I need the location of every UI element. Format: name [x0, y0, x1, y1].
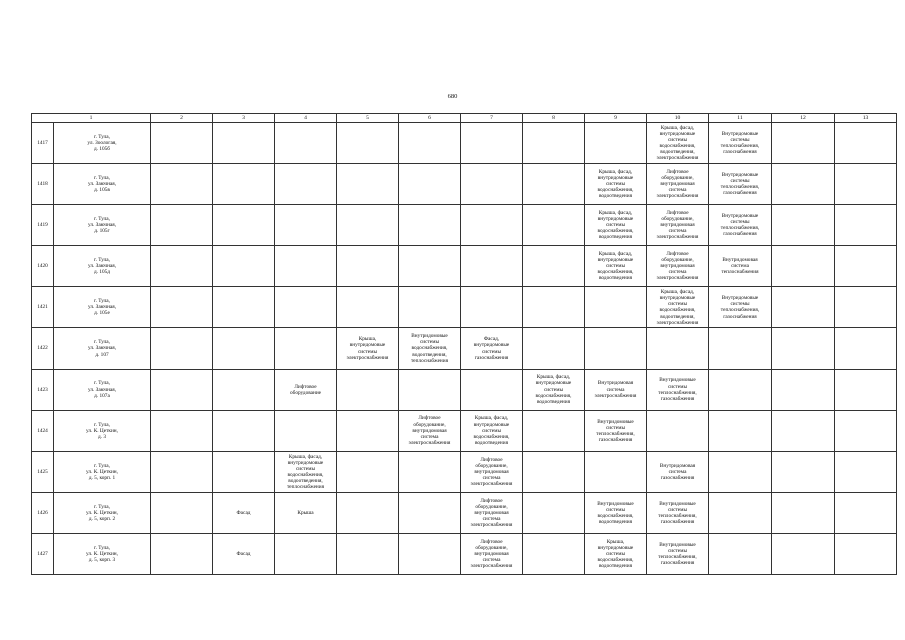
table-cell: Внутридомовые системы теплоснабжения, газоснабжения	[709, 287, 772, 328]
table-cell	[275, 205, 337, 246]
table-cell	[151, 533, 213, 574]
table-cell	[213, 164, 275, 205]
table-cell	[213, 451, 275, 492]
row-number-cell: 1421	[32, 287, 54, 328]
table-cell	[399, 533, 461, 574]
table-cell: Внутридомовые системы теплоснабжения, газоснабжения	[585, 410, 647, 451]
address-cell: г. Тула, ул. Заючная, д. 107	[54, 328, 151, 369]
data-table	[31, 113, 897, 575]
row-number-cell: 1418	[32, 164, 54, 205]
header-row	[32, 114, 897, 123]
table-cell	[772, 328, 835, 369]
column-header: 3	[213, 114, 275, 123]
table-row	[32, 123, 897, 164]
table-cell	[275, 533, 337, 574]
table-cell	[772, 246, 835, 287]
table-row	[32, 164, 897, 205]
column-header: 6	[399, 114, 461, 123]
table-cell: Лифтовое оборудование	[275, 369, 337, 410]
table-cell	[647, 328, 709, 369]
table-cell	[709, 328, 772, 369]
table-cell	[709, 410, 772, 451]
table-cell	[337, 205, 399, 246]
table-cell	[585, 287, 647, 328]
address-cell: г. Тула, ул. Заючная, д. 105в	[54, 164, 151, 205]
table-cell	[523, 205, 585, 246]
table-cell	[151, 123, 213, 164]
table-row	[32, 451, 897, 492]
table-body	[32, 123, 897, 575]
table-cell: Крыша, фасад, внутридомовые системы водоснабжения, водоотведения	[523, 369, 585, 410]
column-header: 11	[709, 114, 772, 123]
table-cell	[275, 164, 337, 205]
table-cell	[213, 246, 275, 287]
table-cell	[585, 123, 647, 164]
table-cell	[151, 246, 213, 287]
table-cell	[399, 369, 461, 410]
table-cell	[399, 123, 461, 164]
table-cell	[647, 410, 709, 451]
table-cell	[337, 451, 399, 492]
table-cell	[835, 492, 897, 533]
table-cell: Лифтовое оборудование, внутридомовая система электроснабжения	[647, 246, 709, 287]
table-cell: Внутридомовые системы теплоснабжения, газоснабжения	[647, 492, 709, 533]
table-cell: Внутридомовые системы теплоснабжения, газоснабжения	[709, 205, 772, 246]
table-cell	[835, 369, 897, 410]
table-cell	[835, 287, 897, 328]
table-cell	[399, 287, 461, 328]
address-cell: г. Тула, ул. Зоологая, д. 105б	[54, 123, 151, 164]
table-cell: Лифтовое оборудование, внутридомовая система электроснабжения	[461, 451, 523, 492]
table-cell	[213, 369, 275, 410]
table-cell: Внутридомовые системы водоснабжения, водоотведения, теплоснабжения	[399, 328, 461, 369]
row-number-cell: 1426	[32, 492, 54, 533]
table-cell	[213, 410, 275, 451]
address-cell: г. Тула, ул. К. Цеткин, д. 5, корп. 3	[54, 533, 151, 574]
table-cell	[213, 123, 275, 164]
table-cell	[275, 123, 337, 164]
table-cell: Крыша, фасад, внутридомовые системы водоснабжения, водоотведения	[585, 164, 647, 205]
table-cell	[275, 410, 337, 451]
table-cell	[399, 451, 461, 492]
table-cell	[835, 533, 897, 574]
table-cell: Фасад	[213, 492, 275, 533]
table-cell	[835, 451, 897, 492]
table-cell	[772, 533, 835, 574]
table-cell	[585, 451, 647, 492]
table-cell: Лифтовое оборудование, внутридомовая система электроснабжения	[647, 164, 709, 205]
row-number-cell: 1422	[32, 328, 54, 369]
table-cell	[523, 164, 585, 205]
column-header: 12	[772, 114, 835, 123]
table-cell	[151, 410, 213, 451]
table-cell	[461, 287, 523, 328]
table-cell: Крыша, внутридомовые системы водоснабжения, водоотведения	[585, 533, 647, 574]
table-cell	[151, 451, 213, 492]
table-cell	[523, 123, 585, 164]
table-cell	[709, 533, 772, 574]
address-cell: г. Тула, ул. К. Цеткин, д. 3	[54, 410, 151, 451]
address-cell: г. Тула, ул. Заючная, д. 107а	[54, 369, 151, 410]
table-cell	[772, 205, 835, 246]
table-cell	[461, 369, 523, 410]
table-cell	[772, 451, 835, 492]
column-header: 13	[835, 114, 897, 123]
table-cell: Крыша, внутридомовые системы электроснабжения	[337, 328, 399, 369]
table-cell	[213, 328, 275, 369]
table-row	[32, 410, 897, 451]
table-cell: Внутридомовая система газоснабжения	[647, 451, 709, 492]
table-cell	[585, 328, 647, 369]
table-cell	[213, 205, 275, 246]
table-row	[32, 328, 897, 369]
page-number: 680	[447, 93, 458, 100]
table-cell	[835, 246, 897, 287]
table-cell	[275, 246, 337, 287]
table-row	[32, 533, 897, 574]
table-cell	[151, 205, 213, 246]
table-cell: Крыша	[275, 492, 337, 533]
table-cell	[772, 410, 835, 451]
address-cell: г. Тула, ул. Заючная, д. 105г	[54, 205, 151, 246]
table-cell	[337, 287, 399, 328]
table-cell: Крыша, фасад, внутридомовые системы водоснабжения, водоотведения	[461, 410, 523, 451]
table-cell	[523, 287, 585, 328]
table-cell	[523, 492, 585, 533]
table-cell	[772, 123, 835, 164]
table-cell	[709, 369, 772, 410]
table-cell	[772, 369, 835, 410]
table-cell	[399, 164, 461, 205]
table-row	[32, 369, 897, 410]
table-cell	[151, 287, 213, 328]
table-cell	[835, 410, 897, 451]
table-cell	[461, 123, 523, 164]
table-cell	[709, 451, 772, 492]
column-header: 9	[585, 114, 647, 123]
table-cell	[151, 369, 213, 410]
row-number-cell: 1419	[32, 205, 54, 246]
table-cell	[835, 164, 897, 205]
table-row	[32, 205, 897, 246]
table-cell: Крыша, фасад, внутридомовые системы водоснабжения, водоотведения, электроснабжения	[647, 123, 709, 164]
address-cell: г. Тула, ул. К. Цеткин, д. 5, корп. 1	[54, 451, 151, 492]
table-cell	[399, 246, 461, 287]
table-cell	[213, 287, 275, 328]
column-header: 7	[461, 114, 523, 123]
table-cell	[399, 205, 461, 246]
address-cell: г. Тула, ул. Заючная, д. 105е	[54, 287, 151, 328]
table-cell	[337, 123, 399, 164]
table-cell	[337, 492, 399, 533]
row-number-cell: 1425	[32, 451, 54, 492]
table-cell	[461, 246, 523, 287]
table-cell	[835, 205, 897, 246]
table-cell	[709, 492, 772, 533]
table-cell	[835, 123, 897, 164]
table-cell: Крыша, фасад, внутридомовые системы водоснабжения, водоотведения	[585, 205, 647, 246]
table-cell: Внутридомовые системы теплоснабжения, газоснабжения	[709, 164, 772, 205]
row-number-cell: 1423	[32, 369, 54, 410]
table-cell: Внутридомовая система теплоснабжения	[709, 246, 772, 287]
table-cell: Лифтовое оборудование, внутридомовая система электроснабжения	[461, 492, 523, 533]
table-cell	[151, 164, 213, 205]
table-cell	[337, 410, 399, 451]
table-cell	[275, 287, 337, 328]
row-number-cell: 1417	[32, 123, 54, 164]
table-cell	[151, 328, 213, 369]
table-cell	[337, 164, 399, 205]
column-header: 4	[275, 114, 337, 123]
table-cell: Крыша, фасад, внутридомовые системы водоснабжения, водоотведения	[585, 246, 647, 287]
table-cell	[523, 246, 585, 287]
table-cell	[461, 164, 523, 205]
table-cell: Лифтовое оборудование, внутридомовая система электроснабжения	[461, 533, 523, 574]
row-number-cell: 1427	[32, 533, 54, 574]
table-cell: Внутридомовая система электроснабжения	[585, 369, 647, 410]
row-number-cell: 1424	[32, 410, 54, 451]
table-cell: Фасад, внутридомовые системы газоснабжения	[461, 328, 523, 369]
table-cell	[337, 246, 399, 287]
table-cell: Внутридомовые системы водоснабжения, водоотведения	[585, 492, 647, 533]
table-cell: Внутридомовые системы теплоснабжения, газоснабжения	[647, 533, 709, 574]
table-cell	[835, 328, 897, 369]
column-header: 10	[647, 114, 709, 123]
table-cell	[523, 451, 585, 492]
table-cell	[772, 492, 835, 533]
table-cell	[523, 410, 585, 451]
table-cell	[275, 328, 337, 369]
table-cell	[337, 369, 399, 410]
table-cell: Фасад	[213, 533, 275, 574]
table-cell	[523, 328, 585, 369]
address-cell: г. Тула, ул. Заючная, д. 105д	[54, 246, 151, 287]
table-cell: Внутридомовые системы теплоснабжения, газоснабжения	[647, 369, 709, 410]
table-cell: Внутридомовые системы теплоснабжения, газоснабжения	[709, 123, 772, 164]
table-cell: Крыша, фасад, внутридомовые системы водоснабжения, водоотведения, теплоснабжения	[275, 451, 337, 492]
table-cell	[151, 492, 213, 533]
table-cell	[399, 492, 461, 533]
table-cell	[337, 533, 399, 574]
address-cell: г. Тула, ул. К. Цеткин, д. 5, корп. 2	[54, 492, 151, 533]
table-cell: Лифтовое оборудование, внутридомовая система электроснабжения	[399, 410, 461, 451]
column-header: 5	[337, 114, 399, 123]
column-header: 1	[32, 114, 151, 123]
table-cell: Лифтовое оборудование, внутридомовая система электроснабжения	[647, 205, 709, 246]
table-row	[32, 287, 897, 328]
table-row	[32, 246, 897, 287]
table-cell	[461, 205, 523, 246]
table-cell	[523, 533, 585, 574]
table-row	[32, 492, 897, 533]
table-cell	[772, 287, 835, 328]
column-header: 8	[523, 114, 585, 123]
row-number-cell: 1420	[32, 246, 54, 287]
column-header: 2	[151, 114, 213, 123]
table-cell	[772, 164, 835, 205]
table-cell: Крыша, фасад, внутридомовые системы водоснабжения, водоотведения, электроснабжения	[647, 287, 709, 328]
